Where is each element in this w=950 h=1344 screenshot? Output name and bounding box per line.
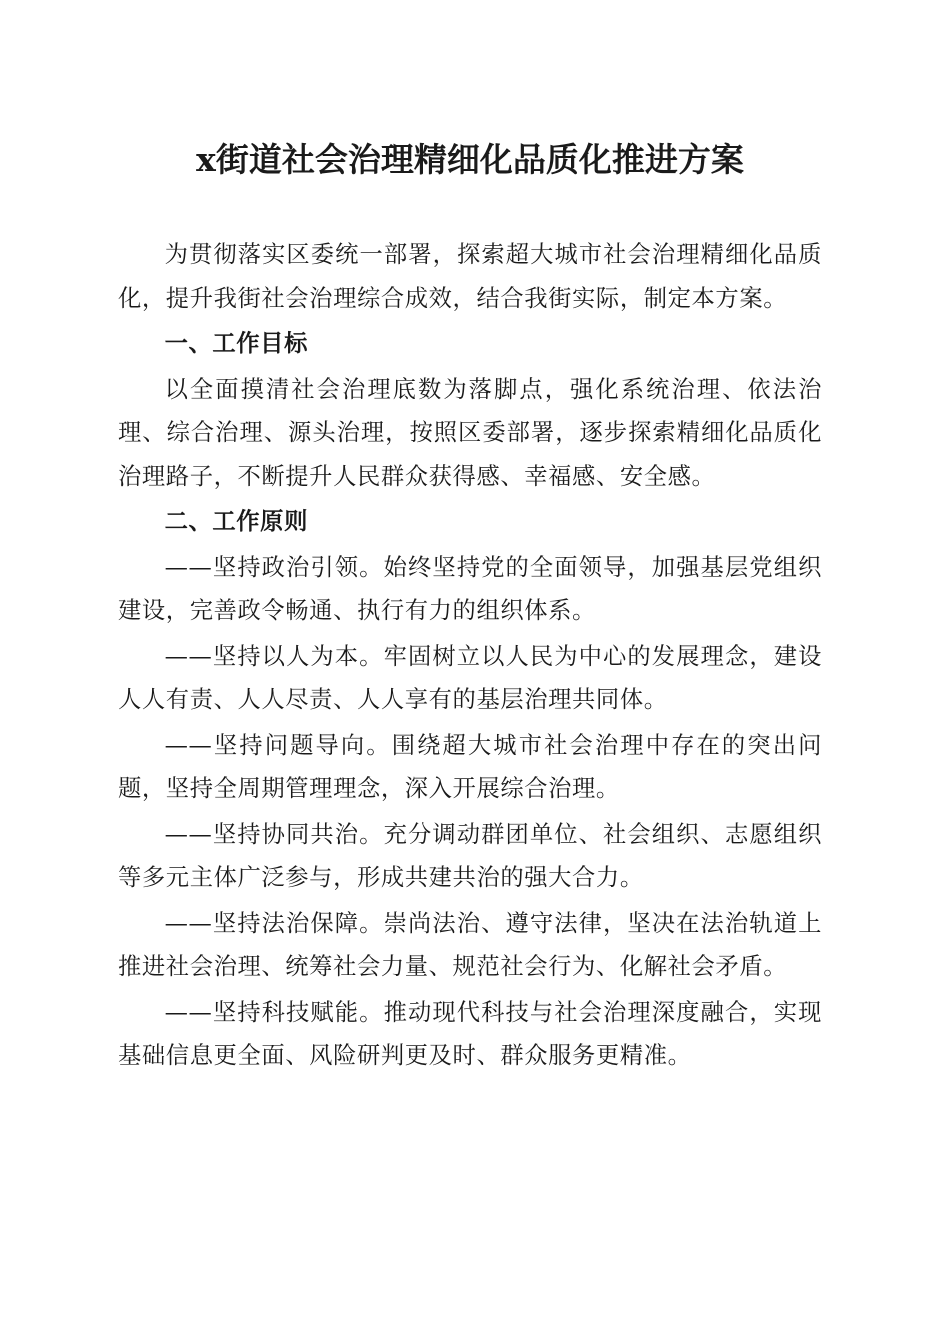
document-title: x街道社会治理精细化品质化推进方案 xyxy=(196,140,744,179)
principle-paragraph: ——坚持科技赋能。推动现代科技与社会治理深度融合，实现基础信息更全面、风险研判更及时、群众服务更精准。 xyxy=(118,998,822,1069)
principle-paragraph: ——坚持问题导向。围绕超大城市社会治理中存在的突出问题，坚持全周期管理理念，深入开展综合治理。 xyxy=(118,731,822,802)
principle-paragraph: ——坚持以人为本。牢固树立以人民为中心的发展理念，建设人人有责、人人尽责、人人享有的基层治理共同体。 xyxy=(118,642,822,713)
principle-paragraph: ——坚持法治保障。崇尚法治、遵守法律，坚决在法治轨道上推进社会治理、统筹社会力量、规范社会行为、化解社会矛盾。 xyxy=(118,909,822,980)
principle-paragraph: ——坚持政治引领。始终坚持党的全面领导，加强基层党组织建设，完善政令畅通、执行有力的组织体系。 xyxy=(118,553,822,624)
document-body xyxy=(118,233,822,1080)
intro-paragraph: 为贯彻落实区委统一部署，探索超大城市社会治理精细化品质化，提升我街社会治理综合成效，结合我街实际，制定本方案。 xyxy=(118,241,822,312)
principle-paragraph: ——坚持协同共治。充分调动群团单位、社会组织、志愿组织等多元主体广泛参与，形成共建共治的强大合力。 xyxy=(118,820,822,891)
goals-paragraph: 以全面摸清社会治理底数为落脚点，强化系统治理、依法治理、综合治理、源头治理，按照区委部署，逐步探索精细化品质化治理路子，不断提升人民群众获得感、幸福感、安全感。 xyxy=(118,375,822,490)
section-heading-principles: 二、工作原则 xyxy=(164,508,308,535)
section-heading-goals: 一、工作目标 xyxy=(164,330,308,357)
